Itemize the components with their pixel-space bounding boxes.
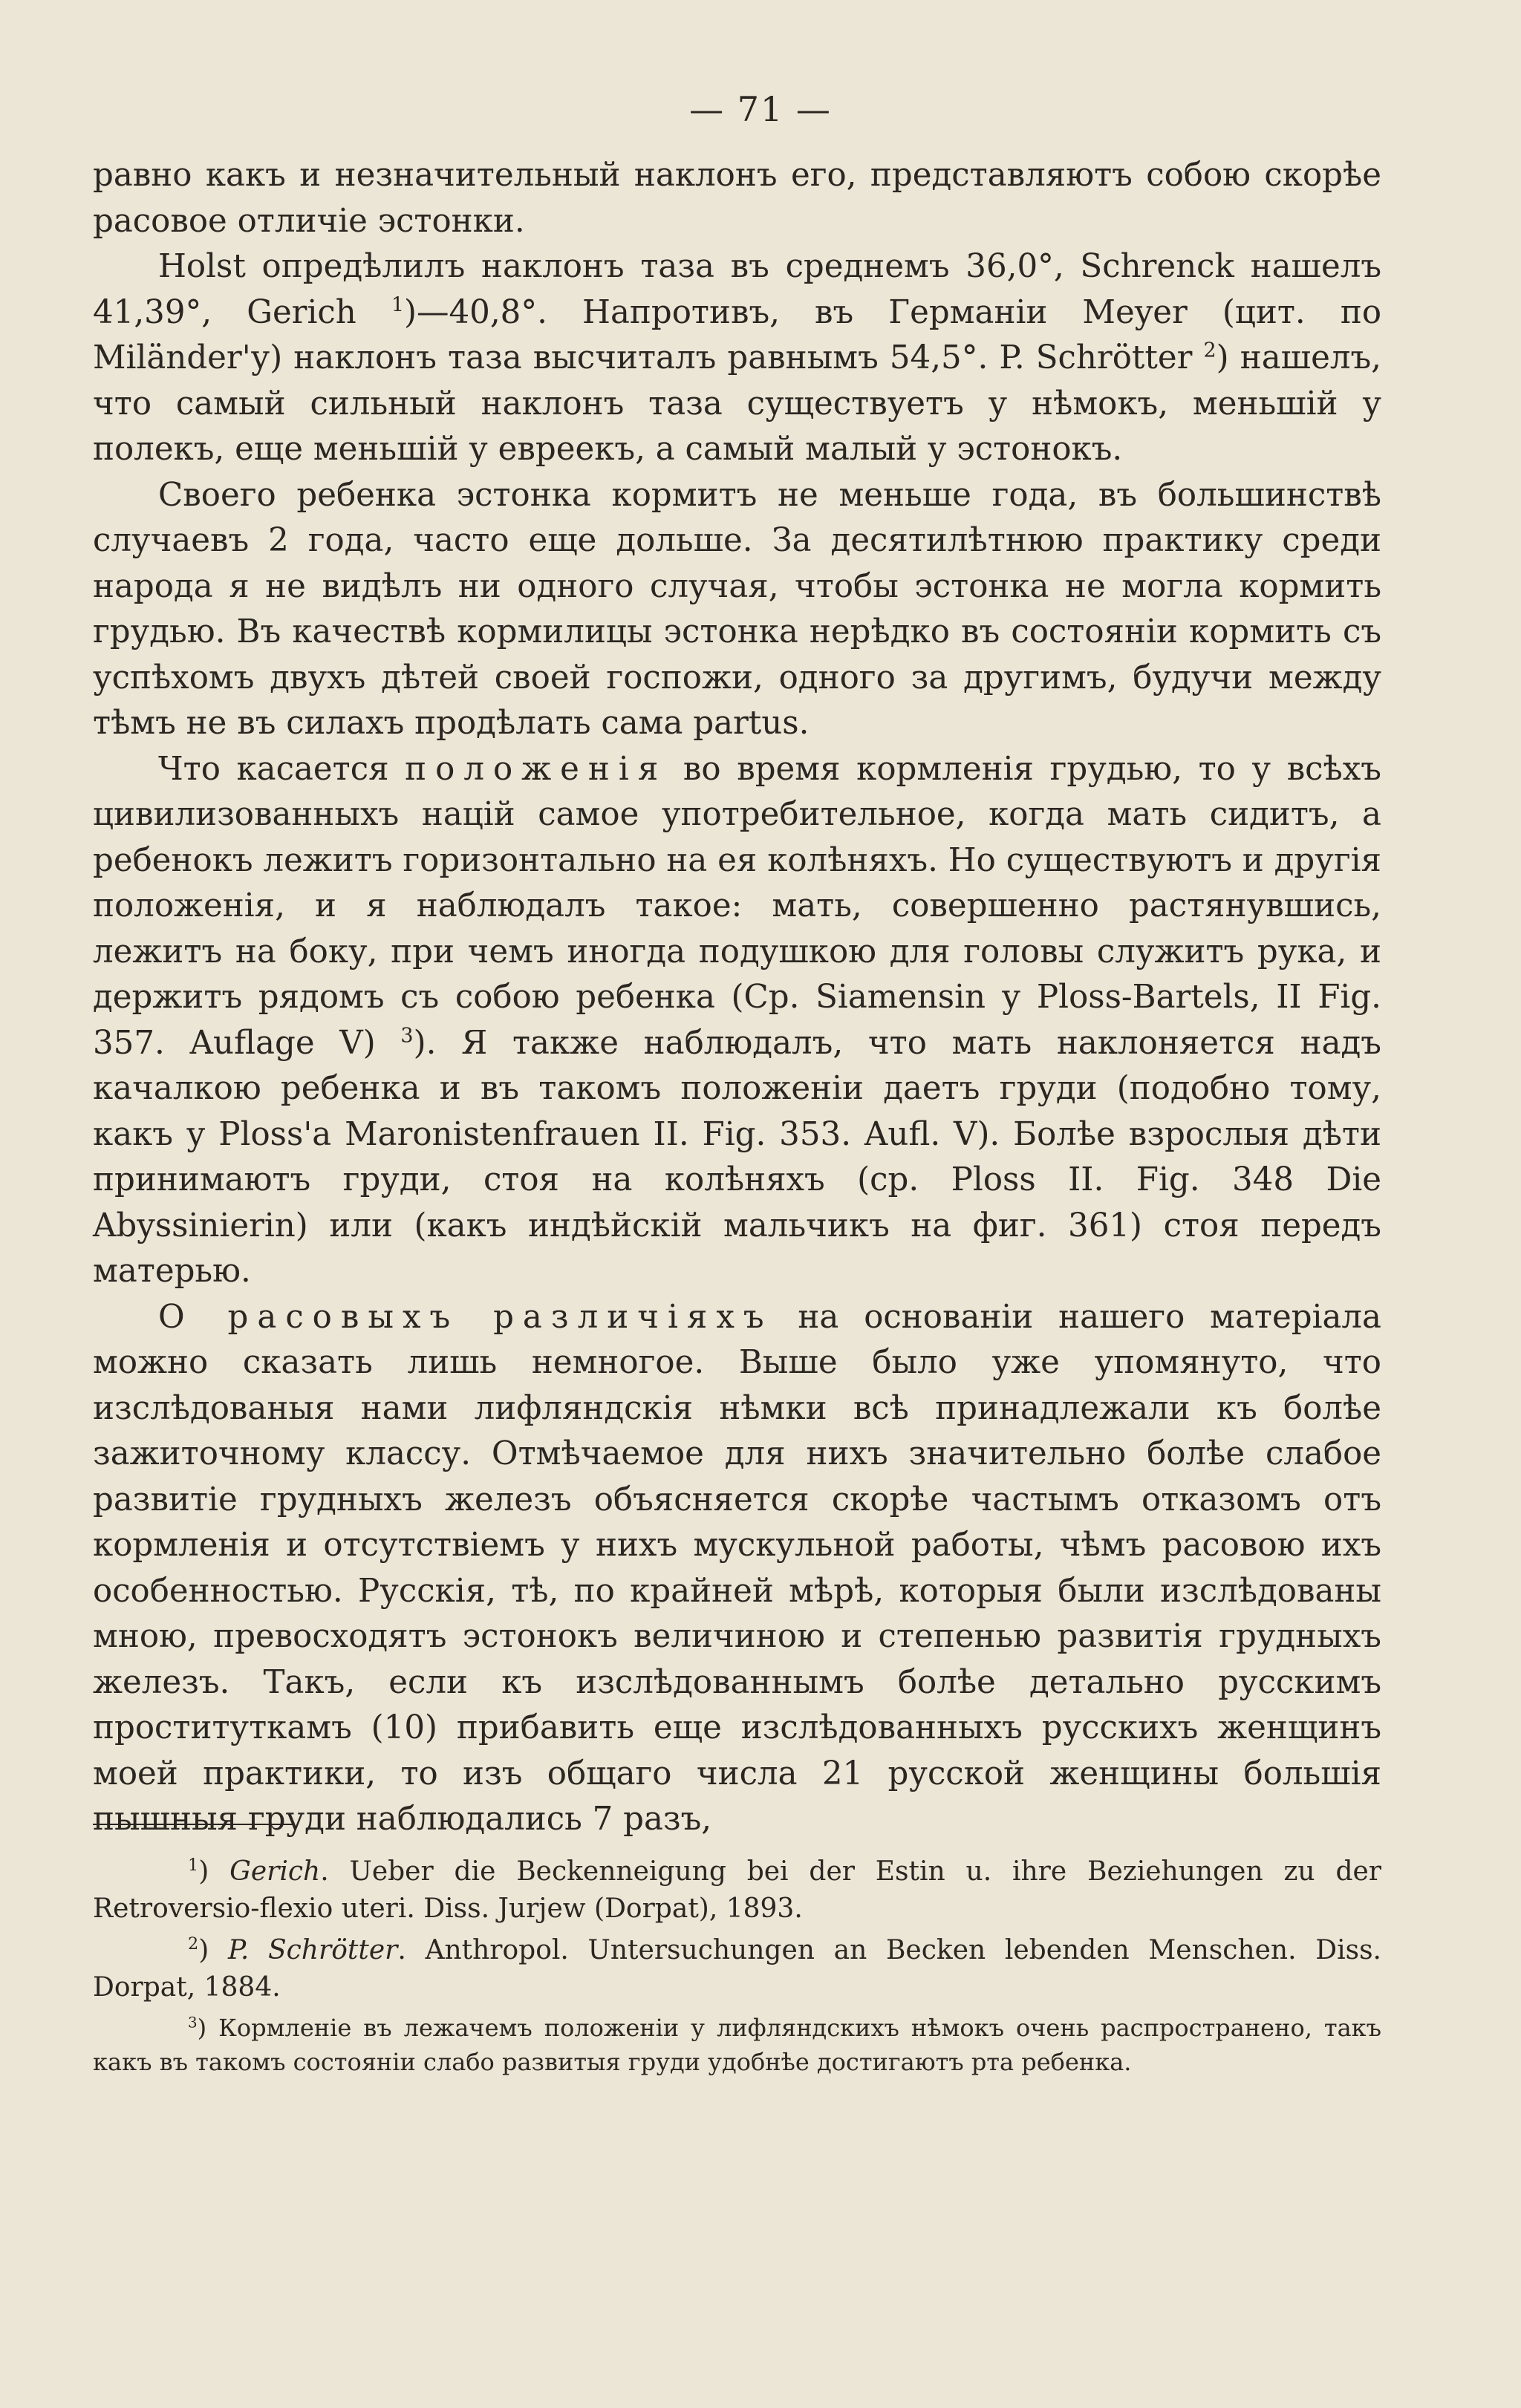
emphasis-text: положенія <box>405 750 668 788</box>
footnote-number: 1 <box>188 1856 199 1875</box>
footnote-number: 3 <box>188 2014 198 2032</box>
text-run: Holst опредѣлилъ наклонъ таза въ среднемъ 36,0°, Schrenck нашелъ 41,39°, Gerich <box>93 248 1381 331</box>
paragraph-racial-differences <box>93 1295 1381 1843</box>
footnote-author: P. Schrötter <box>227 1935 398 1965</box>
text-run: ). Я также наблюдалъ, что мать наклоняется надъ качалкою ребенка и въ такомъ положеніи даетъ груди (подобно тому, какъ у Ploss'a Maronistenfrauen II. Fig. 353. Aufl. V). Болѣе взрослыя дѣти принимаютъ груди, стоя на колѣняхъ (ср. Ploss II. Fig. 348 Die Abyssinierin) или (какъ индѣйскій мальчикъ на фиг. 361) стоя передъ матерью. <box>93 1024 1381 1290</box>
footnote-text: Кормленіе въ лежачемъ положеніи у лифляндскихъ нѣмокъ очень распространено, такъ какъ въ такомъ состояніи слабо развитыя груди удобнѣе достигаютъ рта ребенка. <box>93 2014 1382 2076</box>
page-number: — 71 — <box>689 89 832 129</box>
paragraph-breastfeeding-duration: Своего ребенка эстонка кормитъ не меньше года, въ большинствѣ случаевъ 2 года, часто еще дольше. За десятилѣтнюю практику среди народа я не видѣлъ ни одного случая, чтобы эстонка не могла кормить грудью. Въ качествѣ кормилицы эстонка нерѣдко въ состояніи кормить съ успѣхомъ двухъ дѣтей своей госпожи, одного за другимъ, будучи между тѣмъ не въ силахъ продѣлать сама partus. <box>93 476 1381 742</box>
text-run: Что касается <box>158 750 406 788</box>
footnote-3: $^3$) Кормленіе въ лежачемъ положеніи у лифляндскихъ нѣмокъ очень распространено, такъ какъ въ такомъ состояніи слабо развитыя груди удобнѣе достигаютъ рта ребенка. <box>93 2014 1382 2076</box>
emphasis-text: О расовыхъ различіяхъ <box>158 1298 773 1336</box>
footnote-author: Gerich <box>229 1856 321 1887</box>
text-run: )—40,8°. Напротивъ, въ Германіи Meyer (цит. по Miländer'у) наклонъ таза высчиталъ равнымъ 54,5°. P. Schrötter <box>93 293 1382 376</box>
main-text <box>93 153 1381 1843</box>
paragraph-pelvic-inclination <box>93 244 1381 473</box>
footnote-ref-2: 2 <box>1203 339 1217 362</box>
footnote-separator <box>93 1824 293 1825</box>
footnote-text: . Anthropol. Untersuchungen an Becken lebenden Menschen. Diss. Dorpat, 1884. <box>93 1935 1381 2003</box>
text-run: на основаніи нашего матеріала можно сказать лишь немногое. Выше было уже упомянуто, что изслѣдованыя нами лифляндскія нѣмки всѣ принадлежали къ болѣе зажиточному классу. Отмѣчаемое для нихъ значительно болѣе слабое развитіе грудныхъ железъ объясняется скорѣе частымъ отказомъ отъ кормленія и отсутствіемъ у нихъ мускульной работы, чѣмъ расовою ихъ особенностью. Русскія, тѣ, по крайней мѣрѣ, которыя были изслѣдованы мною, превосходятъ эстонокъ величиною и степенью развитія грудныхъ железъ. Такъ, если къ изслѣдованнымъ болѣе детально русскимъ проституткамъ (10) прибавить еще изслѣдованныхъ русскихъ женщинъ моей практики, то изъ общаго числа 21 русской женщины большія пышныя груди наблюдались 7 разъ, <box>93 1298 1381 1838</box>
footnote-1: $^1$) Gerich. Ueber die Beckenneigung bei der Estin u. ihre Beziehungen zu der Retroversio-flexio uteri. Diss. Jurjew (Dorpat), 1893. <box>93 1856 1381 1924</box>
text-run: во время кормленія грудью, то у всѣхъ цивилизованныхъ націй самое употребительное, когда мать сидитъ, а ребенокъ лежитъ горизонтально на ея колѣняхъ. Но существуютъ и другія положенія, и я наблюдалъ такое: мать, совершенно растянувшись, лежитъ на боку, при чемъ иногда подушкою для головы служитъ рука, и держитъ рядомъ съ собою ребенка (Ср. Siamensin у Ploss-Bartels, II Fig. 357. Auflage V) <box>93 750 1381 1062</box>
footnote-2: $^2$) P. Schrötter. Anthropol. Untersuchungen an Becken lebenden Menschen. Diss. Dorpat, 1884. <box>93 1934 1381 2003</box>
footnotes <box>93 1853 1381 2084</box>
paragraph-continuation: равно какъ и незначительный наклонъ его, представляютъ собою скорѣе расовое отличіе эстонки. <box>93 157 1381 240</box>
footnote-ref-3: 3 <box>400 1024 414 1047</box>
paragraph-feeding-position <box>93 747 1381 1295</box>
footnote-text: . Ueber die Beckenneigung bei der Estin u. ihre Beziehungen zu der Retroversio-flexio uteri. Diss. Jurjew (Dorpat), 1893. <box>93 1856 1381 1924</box>
footnote-ref-1: 1 <box>391 293 405 316</box>
text-run: ) нашелъ, что самый сильный наклонъ таза существуетъ у нѣмокъ, меньшій у полекъ, еще меньшій у евреекъ, а самый малый у эстонокъ. <box>93 339 1381 468</box>
footnote-number: 2 <box>188 1934 199 1954</box>
